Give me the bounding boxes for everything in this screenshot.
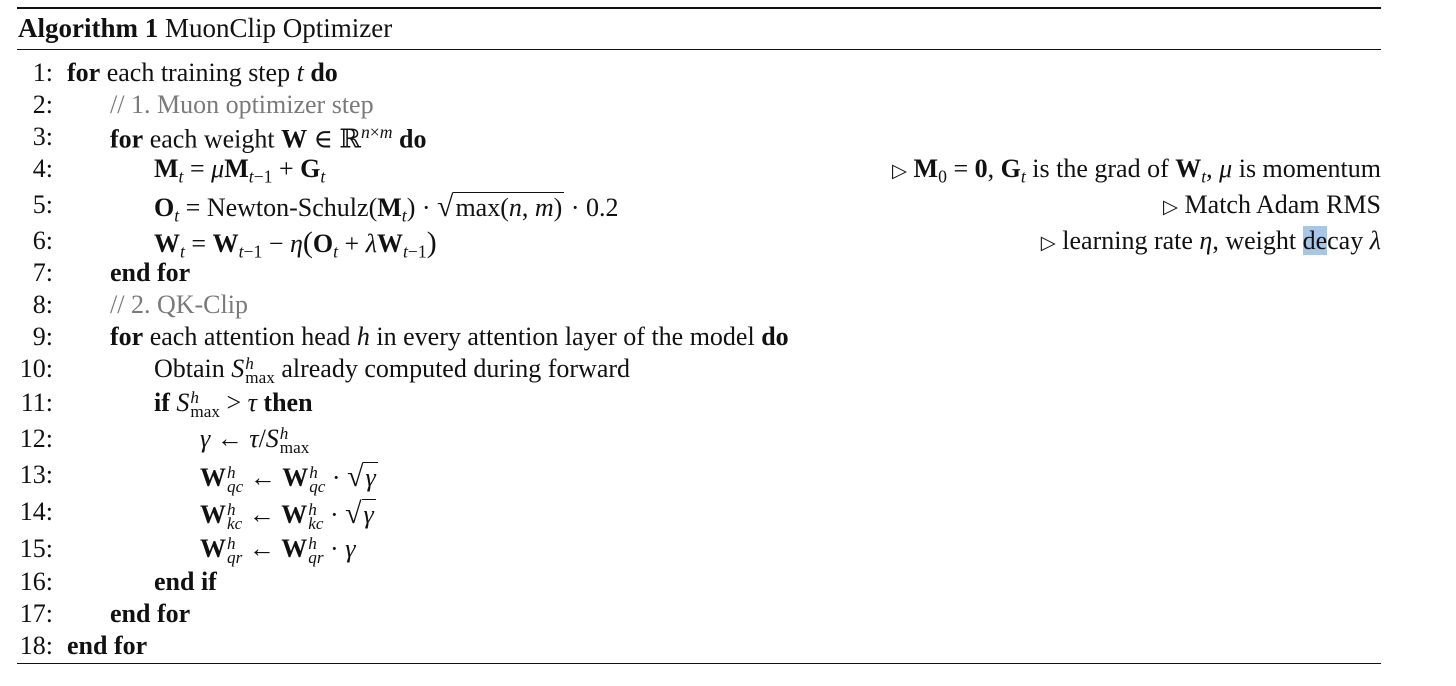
line-code: for each attention head h in every attention layer of the model do <box>110 322 789 351</box>
line-number: 3: <box>32 122 53 151</box>
line-number: 17: <box>19 599 53 628</box>
line-number: 14: <box>19 497 53 526</box>
algo-line-6 <box>17 226 1381 262</box>
algo-line-14 <box>17 497 1381 533</box>
keyword-end-for: end for <box>67 631 148 660</box>
comment-qk-clip: // 2. QK-Clip <box>110 290 248 319</box>
algo-line-2 <box>17 90 1381 126</box>
algo-line-12 <box>17 424 1381 460</box>
line-number: 7: <box>32 258 53 287</box>
line-number: 9: <box>32 322 53 351</box>
line-math: W h qr ← W h qr · γ <box>200 534 356 567</box>
line-number: 15: <box>19 534 53 563</box>
algo-line-11 <box>17 388 1381 424</box>
line-math: $M_t = \mu M_{t-1} + G_t$ <box>154 154 326 187</box>
keyword-end-if: end if <box>154 567 217 596</box>
line-math: W h kc ← W h kc · √γ <box>200 497 374 533</box>
triangle-icon: ▷ <box>1163 197 1179 218</box>
comment-momentum: ▷ $M_0 = 0$, $G_t$ is the grad of $W_t$, μ is momentum <box>892 154 1381 187</box>
line-text: each weight <box>149 124 275 154</box>
line-number: 8: <box>32 290 53 319</box>
keyword-for: for <box>110 124 144 154</box>
comment-lr-decay: ▷ learning rate η, weight decay λ <box>1040 226 1381 255</box>
algo-line-15 <box>17 534 1381 570</box>
line-number: 5: <box>32 190 53 219</box>
comment-adam-rms: ▷ Match Adam RMS <box>1163 190 1381 219</box>
line-number: 6: <box>32 226 53 255</box>
algo-line-17 <box>17 599 1381 635</box>
line-math: γ ← τ/S h max <box>200 424 310 457</box>
algo-line-8 <box>17 290 1381 326</box>
line-math: $O_t$ = Newton-$Schulz(M_t) \cdot √\max(n$, m) · 0.2 <box>154 190 619 226</box>
algo-line-18 <box>17 631 1381 667</box>
line-number: 10: <box>19 354 53 383</box>
comment-muon-step: // 1. Muon optimizer step <box>110 90 374 119</box>
algo-line-7 <box>17 258 1381 294</box>
caption-label: Algorithm 1 <box>18 13 159 43</box>
algo-line-5 <box>17 190 1381 226</box>
text-selection-highlight[interactable]: de <box>1302 226 1328 255</box>
keyword-do: do <box>399 124 427 154</box>
line-number: 11: <box>20 388 53 417</box>
algo-line-4 <box>17 154 1381 190</box>
line-number: 16: <box>19 567 53 596</box>
algo-line-1 <box>17 58 1381 94</box>
keyword-for: for <box>67 58 101 87</box>
algo-line-13 <box>17 460 1381 496</box>
algorithm-caption <box>17 9 1381 49</box>
line-math: W h qc ← W h qc · √γ <box>200 460 376 496</box>
keyword-do: do <box>310 58 338 87</box>
line-code: for each weight W ∈ ℝ$^{n\times m}$ do <box>110 122 427 155</box>
algorithm-lines <box>17 50 1381 663</box>
keyword-end-for: end for <box>110 599 191 628</box>
line-code: for each training step t do <box>67 58 338 87</box>
line-number: 18: <box>19 631 53 660</box>
algorithm-block <box>17 7 1381 664</box>
algo-line-9 <box>17 322 1381 358</box>
line-code: Obtain S h max already computed during forward <box>154 354 631 387</box>
caption-title: MuonClip Optimizer <box>164 13 393 43</box>
line-number: 1: <box>32 58 53 87</box>
algo-line-10 <box>17 354 1381 390</box>
line-number: 12: <box>19 424 53 453</box>
line-text: each training step <box>106 58 291 87</box>
line-code: if S h max > τ then <box>154 388 313 421</box>
triangle-icon: ▷ <box>892 161 908 182</box>
line-number: 2: <box>32 90 53 119</box>
line-number: 4: <box>32 154 53 183</box>
line-number: 13: <box>19 460 53 489</box>
algo-line-3 <box>17 122 1381 158</box>
line-math: $W_t = W_{t-1} - \eta(O_t + \lambda W_{t-1})$ <box>154 226 437 262</box>
triangle-icon: ▷ <box>1040 233 1056 254</box>
algo-line-16 <box>17 567 1381 603</box>
keyword-end-for: end for <box>110 258 191 287</box>
